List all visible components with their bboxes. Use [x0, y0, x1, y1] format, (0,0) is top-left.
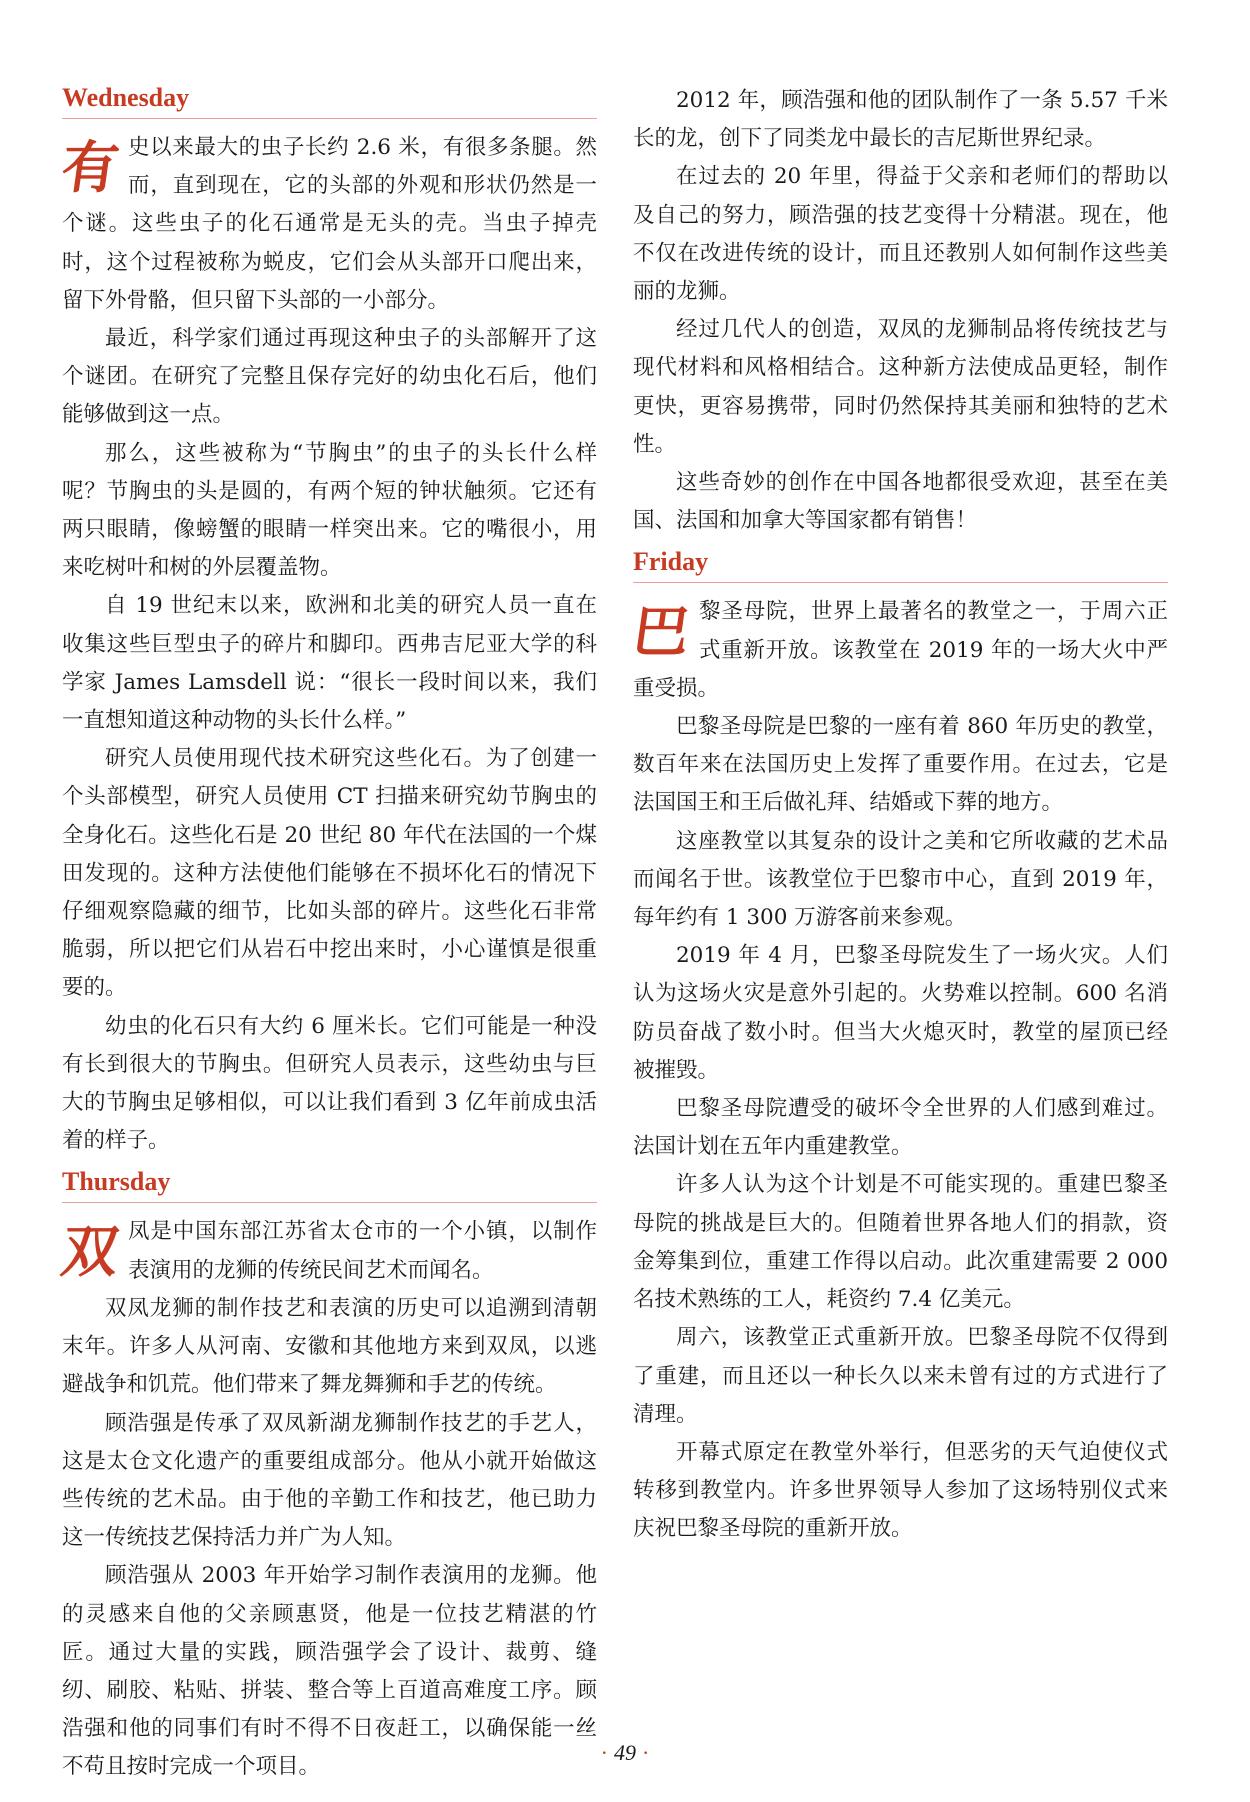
wednesday-dropcap: 有 — [57, 135, 123, 201]
thursday-paragraph-1 — [57, 1213, 597, 1289]
page-number — [0, 1740, 1250, 1766]
friday-paragraph-1-text: 黎圣母院，世界上最著名的教堂之一，于周六正式重新开放。该教堂在 2019 年的一场大火中严重受损。 — [633, 599, 1168, 701]
friday-paragraph-6: 许多人认为这个计划是不可能实现的。重建巴黎圣母院的挑战是巨大的。但随着世界各地人们的捐款，资金筹集到位，重建工作得以启动。此次重建需要 2 000 名技术熟练的工人，耗资约 7.4 亿美元。 — [633, 1172, 1168, 1313]
friday-article — [628, 593, 1168, 1548]
thursday-heading: Thursday — [62, 1166, 597, 1203]
thursday-paragraph-4: 顾浩强从 2003 年开始学习制作表演用的龙狮。他的灵感来自他的父亲顾惠贤，他是一位技艺精湛的竹匠。通过大量的实践，顾浩强学会了设计、裁剪、缝纫、刷胶、粘贴、拼装、整合等上百道高难度工序。顾浩强和他的同事们有时不得不日夜赶工，以确保能一丝不苟且按时完成一个项目。 — [62, 1563, 597, 1780]
thursday-article-part-1 — [57, 1213, 597, 1786]
thursday-paragraph-8: 这些奇妙的创作在中国各地都很受欢迎，甚至在美国、法国和加拿大等国家都有销售！ — [633, 470, 1168, 534]
thursday-paragraph-5: 2012 年，顾浩强和他的团队制作了一条 5.57 千米长的龙，创下了同类龙中最长的吉尼斯世界纪录。 — [633, 88, 1168, 152]
friday-paragraph-4: 2019 年 4 月，巴黎圣母院发生了一场火灾。人们认为这场火灾是意外引起的。火势难以控制。600 名消防员奋战了数小时。但当大火熄灭时，教堂的屋顶已经被摧毁。 — [633, 943, 1168, 1083]
wednesday-paragraph-1-text: 史以来最大的虫子长约 2.6 米，有很多条腿。然而，直到现在，它的头部的外观和形状仍然是一个谜。这些虫子的化石通常是无头的壳。当虫子掉壳时，这个过程被称为蜕皮，它们会从头部开口爬出来，留下外骨骼，但只留下头部的一小部分。 — [62, 135, 597, 313]
wednesday-paragraph-1 — [57, 129, 597, 320]
wednesday-paragraph-5: 研究人员使用现代技术研究这些化石。为了创建一个头部模型，研究人员使用 CT 扫描来研究幼节胸虫的全身化石。这些化石是 20 世纪 80 年代在法国的一个煤田发现的。这种方法使他们能够在不损坏化石的情况下仔细观察隐藏的细节，比如头部的碎片。这些化石非常脆弱，所以把它们从岩石中挖出来时，小心谨慎是很重要的。 — [62, 746, 597, 1001]
thursday-dropcap: 双 — [57, 1219, 123, 1286]
thursday-paragraph-2: 双凤龙狮的制作技艺和表演的历史可以追溯到清朝末年。许多人从河南、安徽和其他地方来到双凤，以逃避战争和饥荒。他们带来了舞龙舞狮和手艺的传统。 — [62, 1295, 597, 1398]
right-column — [628, 82, 1168, 1549]
wednesday-paragraph-3: 那么，这些被称为“节胸虫”的虫子的头长什么样呢？节胸虫的头是圆的，有两个短的钟状触须。它还有两只眼睛，像螃蟹的眼睛一样突出来。它的嘴很小，用来吃树叶和树的外层覆盖物。 — [62, 440, 597, 581]
friday-paragraph-7: 周六，该教堂正式重新开放。巴黎圣母院不仅得到了重建，而且还以一种长久以来未曾有过的方式进行了清理。 — [633, 1325, 1168, 1427]
wednesday-paragraph-4: 自 19 世纪末以来，欧洲和北美的研究人员一直在收集这些巨型虫子的碎片和脚印。西弗吉尼亚大学的科学家 James Lamsdell 说：“很长一段时间以来，我们一直想知道这种动物的头长什么样。” — [62, 593, 597, 734]
friday-heading: Friday — [633, 546, 1168, 583]
folio-dot-left: · — [600, 1740, 608, 1765]
thursday-paragraph-1-text: 凤是中国东部江苏省太仓市的一个小镇，以制作表演用的龙狮的传统民间艺术而闻名。 — [128, 1219, 597, 1283]
wednesday-article — [57, 129, 597, 1160]
friday-paragraph-8: 开幕式原定在教堂外举行，但恶劣的天气迫使仪式转移到教堂内。许多世界领导人参加了这场特别仪式来庆祝巴黎圣母院的重新开放。 — [633, 1439, 1168, 1542]
friday-dropcap: 巴 — [628, 599, 694, 666]
friday-paragraph-2: 巴黎圣母院是巴黎的一座有着 860 年历史的教堂，数百年来在法国历史上发挥了重要作用。在过去，它是法国国王和王后做礼拜、结婚或下葬的地方。 — [633, 714, 1168, 816]
thursday-paragraph-6: 在过去的 20 年里，得益于父亲和老师们的帮助以及自己的努力，顾浩强的技艺变得十分精湛。现在，他不仅在改进传统的设计，而且还教别人如何制作这些美丽的龙狮。 — [633, 164, 1168, 305]
folio-dot-right: · — [642, 1740, 650, 1765]
thursday-article-part-2 — [633, 82, 1168, 540]
left-column — [57, 82, 597, 1787]
friday-paragraph-1 — [628, 593, 1168, 708]
wednesday-paragraph-6: 幼虫的化石只有大约 6 厘米长。它们可能是一种没有长到很大的节胸虫。但研究人员表示，这些幼虫与巨大的节胸虫足够相似，可以让我们看到 3 亿年前成虫活着的样子。 — [62, 1013, 597, 1154]
wednesday-heading: Wednesday — [62, 82, 597, 119]
thursday-paragraph-7: 经过几代人的创造，双凤的龙狮制品将传统技艺与现代材料和风格相结合。这种新方法使成品更轻，制作更快，更容易携带，同时仍然保持其美丽和独特的艺术性。 — [633, 317, 1168, 457]
friday-paragraph-3: 这座教堂以其复杂的设计之美和它所收藏的艺术品而闻名于世。该教堂位于巴黎市中心，直到 2019 年，每年约有 1 300 万游客前来参观。 — [633, 828, 1168, 931]
page-number-text: 49 — [614, 1740, 636, 1765]
friday-paragraph-5: 巴黎圣母院遭受的破坏令全世界的人们感到难过。法国计划在五年内重建教堂。 — [633, 1096, 1168, 1160]
thursday-paragraph-3: 顾浩强是传承了双凤新湖龙狮制作技艺的手艺人，这是太仓文化遗产的重要组成部分。他从小就开始做这些传统的艺术品。由于他的辛勤工作和技艺，他已助力这一传统技艺保持活力并广为人知。 — [62, 1410, 597, 1551]
wednesday-paragraph-2: 最近，科学家们通过再现这种虫子的头部解开了这个谜团。在研究了完整且保存完好的幼虫化石后，他们能够做到这一点。 — [62, 326, 597, 428]
